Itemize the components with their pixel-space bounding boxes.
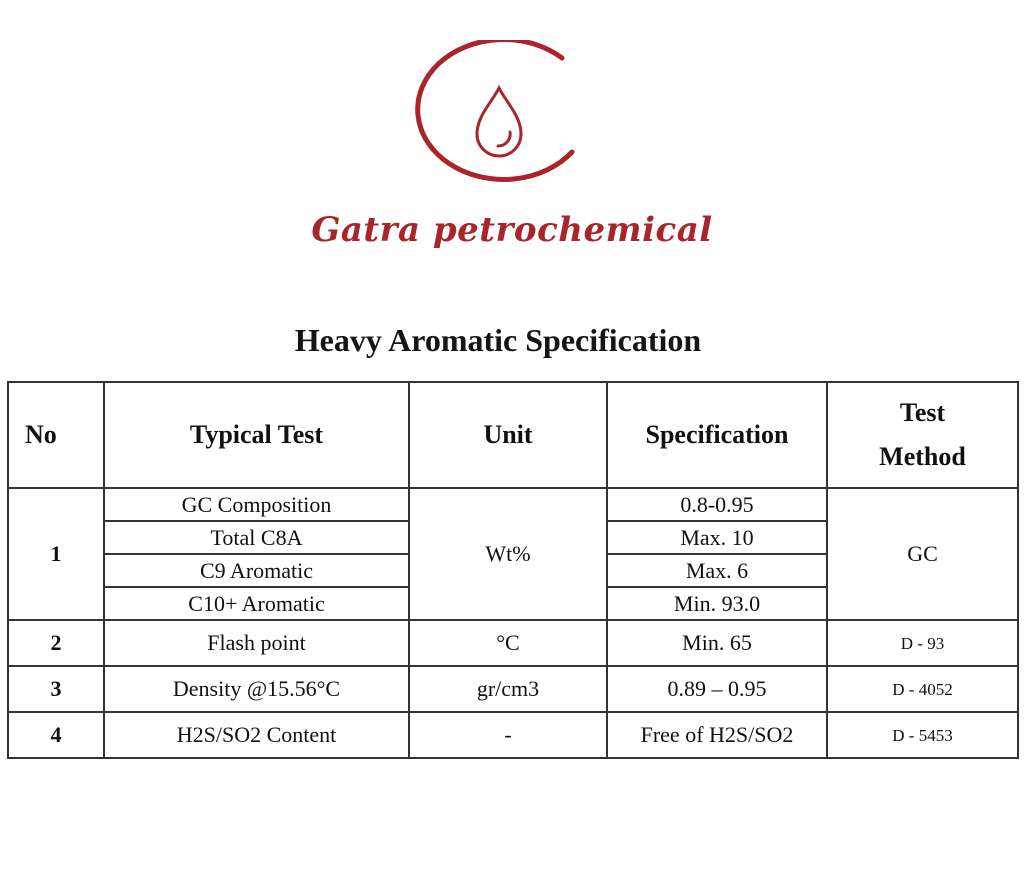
test-name: GC Composition [104,488,409,521]
spec-value: Max. 6 [607,554,827,587]
table-row [8,712,1018,758]
page-title: Heavy Aromatic Specification [294,322,702,358]
test-method: D - 93 [827,620,1018,666]
spec-value: Max. 10 [607,521,827,554]
row-number: 2 [8,620,104,666]
test-name: C10+ Aromatic [104,587,409,620]
header-typical-test: Typical Test [104,382,409,488]
test-name: C9 Aromatic [104,554,409,587]
header-unit: Unit [409,382,607,488]
spec-value: Free of H2S/SO2 [607,712,827,758]
test-method: D - 5453 [827,712,1018,758]
test-name: Density @15.56°C [104,666,409,712]
unit-value: Wt% [409,488,607,620]
row-number: 3 [8,666,104,712]
unit-value: - [409,712,607,758]
spec-value: 0.8-0.95 [607,488,827,521]
row-number: 1 [8,488,104,620]
brand-name: Gatra petrochemical [311,210,713,250]
logo-ring [418,40,572,179]
table-header-row [8,382,1018,488]
test-name: Flash point [104,620,409,666]
test-name: Total C8A [104,521,409,554]
unit-value: °C [409,620,607,666]
test-name: H2S/SO2 Content [104,712,409,758]
unit-value: gr/cm3 [409,666,607,712]
table-row [8,666,1018,712]
table-row [8,620,1018,666]
spec-value: Min. 93.0 [607,587,827,620]
oil-drop-icon [477,88,521,156]
spec-value: 0.89 – 0.95 [607,666,827,712]
header-test-method [827,382,1018,488]
brand-logo [412,40,612,210]
spec-value: Min. 65 [607,620,827,666]
header-test-method-line2: Method [879,442,966,471]
specification-table [7,381,1019,759]
header-no: No [8,382,104,488]
table-row [8,488,1018,521]
row-number: 4 [8,712,104,758]
test-method: GC [827,488,1018,620]
header-specification: Specification [607,382,827,488]
test-method: D - 4052 [827,666,1018,712]
header-test-method-line1: Test [899,397,946,427]
